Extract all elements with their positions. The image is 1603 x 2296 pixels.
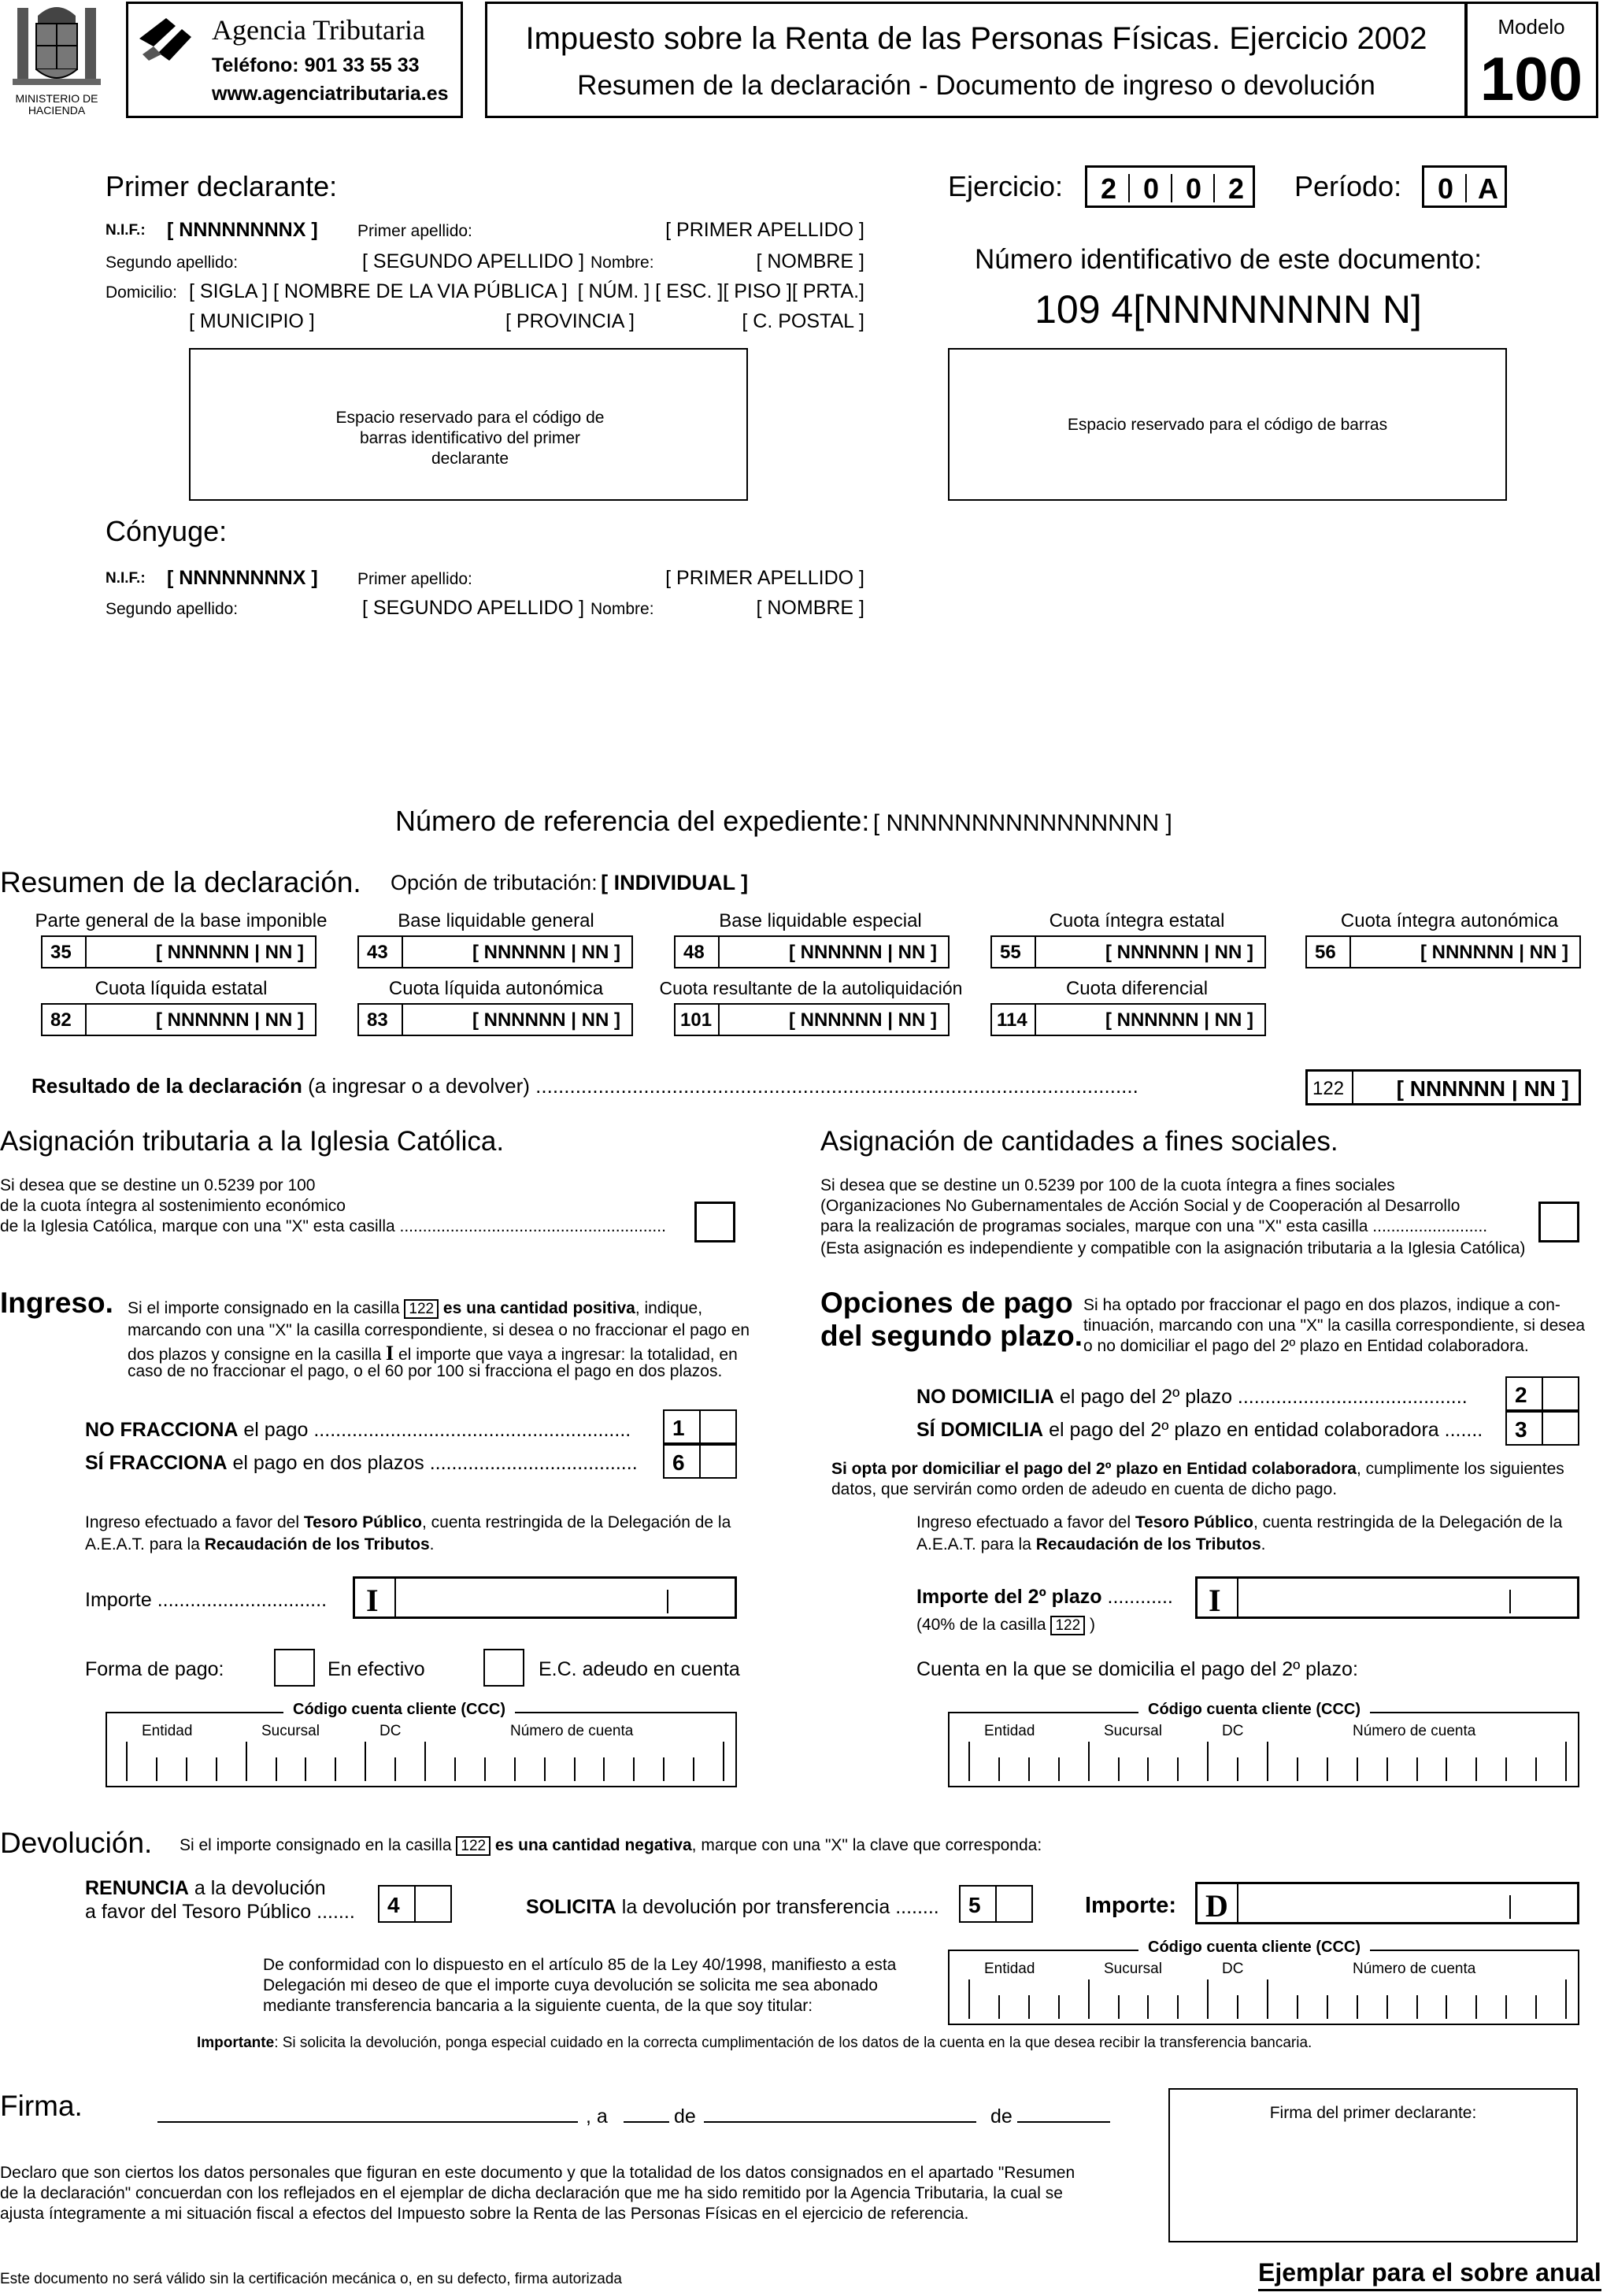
opcion-label: Opción de tributación:: [391, 871, 598, 894]
ejercicio-digits: [1085, 165, 1255, 208]
conyuge-nombre-value[interactable]: [ NOMBRE ]: [756, 597, 864, 619]
agency-box: [126, 2, 463, 118]
casilla-43[interactable]: 43 [ NNNNNN | NN ]: [357, 935, 633, 968]
numero-identificativo-value: 109 4[NNNNNNNN N]: [1035, 287, 1422, 331]
opciones-heading-2: del segundo plazo.: [820, 1320, 1083, 1352]
casilla-label: Cuota íntegra estatal: [1049, 910, 1225, 931]
firma-dia-line[interactable]: [624, 2121, 669, 2123]
opcion-tributacion: [391, 871, 748, 895]
ccc-title: Código cuenta cliente (CCC): [1138, 1701, 1370, 1719]
no-fracciona-label: NO FRACCIONA el pago ..........................................................: [85, 1419, 631, 1441]
casilla-label: Cuota íntegra autonómica: [1340, 910, 1559, 931]
conyuge-nif-value[interactable]: [ NNNNNNNNX ]: [167, 567, 318, 589]
devolucion-ccc-box[interactable]: Código cuenta cliente (CCC) Entidad Sucursal DC Número de cuenta: [948, 1950, 1579, 2025]
renuncia-label-2: a favor del Tesoro Público .......: [85, 1901, 355, 1923]
efectivo-checkbox[interactable]: [274, 1649, 315, 1687]
casilla-label: Cuota líquida autonómica: [388, 978, 604, 999]
importe-2plazo-label: Importe del 2º plazo ............: [916, 1586, 1173, 1608]
casilla-83[interactable]: 83 [ NNNNNN | NN ]: [357, 1003, 633, 1036]
numero-identificativo-label: Número identificativo de este documento:: [975, 244, 1482, 275]
ejercicio-digit: 0: [1142, 172, 1160, 205]
document-barcode-area: [948, 348, 1507, 501]
primer-apellido1-value[interactable]: [ PRIMER APELLIDO ]: [665, 219, 864, 241]
si-domicilia-label: SÍ DOMICILIA el pago del 2º plazo en entidad colaboradora .......: [916, 1419, 1483, 1441]
primer-apellido1-label: Primer apellido:: [357, 222, 472, 240]
modelo-box: [1464, 2, 1598, 118]
conyuge-apellido1-label: Primer apellido:: [357, 570, 472, 588]
ingreso-heading: Ingreso.: [0, 1287, 113, 1319]
firma-a: , a: [586, 2105, 608, 2128]
fines-checkbox[interactable]: [1538, 1202, 1579, 1242]
declaro-text-3: ajusta íntegramente a mi situación fiscal a efectos del Impuesto sobre la Renta de las Personas Físicas en el ejercicio de referencia.: [0, 2205, 969, 2223]
conyuge-apellido2-label: Segundo apellido:: [106, 600, 239, 618]
domiciliar-text-2: datos, que servirán como orden de adeudo en cuenta de dicho pago.: [831, 1480, 1338, 1498]
fines-text-4: (Esta asignación es independiente y compatible con la asignación tributaria a la Iglesia Católica): [820, 1239, 1526, 1257]
si-domicilia-checkbox[interactable]: 3: [1505, 1411, 1579, 1446]
ingreso-tesoro-2: A.E.A.T. para la Recaudación de los Tributos.: [85, 1535, 435, 1554]
conformidad-text-3: mediante transferencia bancaria a la siguiente cuenta, de la que soy titular:: [263, 1997, 813, 2015]
modelo-label: Modelo: [1497, 15, 1565, 39]
adeudo-checkbox[interactable]: [483, 1649, 524, 1687]
casilla-ref-122: 122: [404, 1299, 439, 1319]
ccc-title: Código cuenta cliente (CCC): [1138, 1939, 1370, 1957]
iglesia-heading: Asignación tributaria a la Iglesia Católica.: [0, 1126, 505, 1157]
casilla-35[interactable]: 35 [ NNNNNN | NN ]: [41, 935, 317, 968]
firma-anio-line[interactable]: [1017, 2121, 1110, 2123]
primer-declarante-heading: Primer declarante:: [106, 170, 338, 202]
si-fracciona-checkbox[interactable]: 6: [663, 1444, 737, 1479]
fines-text-3: para la realización de programas sociales, marque con una "X" esta casilla .........................: [820, 1217, 1488, 1235]
cuenta-domicilia-label: Cuenta en la que se domicilia el pago del 2º plazo:: [916, 1658, 1358, 1680]
primer-domicilio-label: Domicilio:: [106, 283, 178, 302]
agency-web: www.agenciatributaria.es: [212, 83, 449, 105]
conyuge-nombre-label: Nombre:: [590, 600, 654, 618]
firma-declarante-box[interactable]: Firma del primer declarante:: [1168, 2088, 1578, 2242]
ingreso-text-2: marcando con una "X" la casilla correspondiente, si desea o no fraccionar el pago en: [128, 1321, 750, 1339]
referencia-expediente: [395, 805, 1172, 838]
primer-nif-label: N.I.F.:: [106, 222, 146, 239]
ingreso-text-4: caso de no fraccionar el pago, o el 60 por 100 si fracciona el pago en dos plazos.: [128, 1362, 723, 1380]
casilla-55[interactable]: 55 [ NNNNNN | NN ]: [990, 935, 1266, 968]
renuncia-checkbox[interactable]: 4: [378, 1885, 452, 1923]
opcion-value: [ INDIVIDUAL ]: [601, 871, 749, 894]
primer-nif-value[interactable]: [ NNNNNNNNX ]: [167, 219, 318, 241]
ingreso-importe-field[interactable]: I: [353, 1576, 737, 1619]
casilla-label: Base liquidable general: [398, 910, 594, 931]
title-box: [485, 2, 1468, 118]
conformidad-text-2: Delegación mi deseo de que el importe cuya devolución se solicita me sea abonado: [263, 1976, 878, 1994]
ingreso-tesoro-1: Ingreso efectuado a favor del Tesoro Público, cuenta restringida de la Delegación de la: [85, 1513, 731, 1531]
ejercicio-label: Ejercicio:: [948, 170, 1064, 202]
casilla-101[interactable]: 101 [ NNNNNN | NN ]: [674, 1003, 950, 1036]
opciones-tesoro-1: Ingreso efectuado a favor del Tesoro Público, cuenta restringida de la Delegación de la: [916, 1513, 1563, 1531]
agency-logo-icon: [138, 15, 193, 62]
importante-note: Importante: Si solicita la devolución, ponga especial cuidado en la correcta cumplimentación de los datos de la cuenta en la que desea recibir la transferencia bancaria.: [197, 2035, 1312, 2051]
coat-of-arms-icon: [6, 0, 107, 94]
importe-2plazo-pct: (40% de la casilla 122 ): [916, 1616, 1095, 1634]
opciones-text-2: tinuación, marcando con una "X" la casilla correspondiente, si desea: [1083, 1316, 1586, 1335]
primer-provincia[interactable]: [ PROVINCIA ]: [505, 310, 635, 332]
iglesia-checkbox[interactable]: [694, 1202, 735, 1242]
referencia-value: [ NNNNNNNNNNNNNNNN ]: [872, 810, 1172, 836]
efectivo-label: En efectivo: [328, 1658, 425, 1680]
periodo-digit: 0: [1437, 172, 1454, 205]
casilla-114[interactable]: 114 [ NNNNNN | NN ]: [990, 1003, 1266, 1036]
periodo-label: Período:: [1294, 170, 1402, 202]
importe-2plazo-field[interactable]: I: [1195, 1576, 1579, 1619]
no-domicilia-checkbox[interactable]: 2: [1505, 1376, 1579, 1411]
si-fracciona-label: SÍ FRACCIONA el pago en dos plazos ......................................: [85, 1452, 638, 1474]
firma-heading: Firma.: [0, 2090, 83, 2122]
casilla-label: Cuota diferencial: [1065, 978, 1209, 999]
periodo-digit: A: [1478, 172, 1498, 205]
primer-cpostal[interactable]: [ C. POSTAL ]: [742, 310, 864, 332]
ejercicio-digit: 0: [1185, 172, 1202, 205]
ingreso-text-3: dos plazos y consigne en la casilla I el importe que vaya a ingresar: la totalidad, en: [128, 1342, 738, 1365]
opciones-text-1: Si ha optado por fraccionar el pago en dos plazos, indique a con-: [1083, 1296, 1560, 1314]
solicita-label: SOLICITA la devolución por transferencia ........: [526, 1896, 939, 1918]
iglesia-text-2: de la cuota íntegra al sostenimiento económico: [0, 1197, 346, 1215]
casilla-label: Base liquidable especial: [719, 910, 922, 931]
firma-lugar-line[interactable]: [157, 2121, 578, 2123]
opciones-ccc-box[interactable]: Código cuenta cliente (CCC) Entidad Sucursal DC Número de cuenta: [948, 1712, 1579, 1787]
iglesia-text-3: de la Iglesia Católica, marque con una "X" esta casilla ..........................................................: [0, 1217, 666, 1235]
firma-de-2: de: [990, 2105, 1013, 2128]
fines-text-1: Si desea que se destine un 0.5239 por 100 de la cuota íntegra a fines sociales: [820, 1176, 1395, 1194]
referencia-label: Número de referencia del expediente:: [395, 805, 870, 837]
form-title: Impuesto sobre la Renta de las Personas Físicas. Ejercicio 2002: [525, 21, 1427, 56]
modelo-number: 100: [1479, 44, 1583, 113]
casilla-label: Cuota resultante de la autoliquidación: [659, 978, 963, 998]
ejercicio-digit: 2: [1100, 172, 1117, 205]
opciones-heading-1: Opciones de pago: [820, 1287, 1073, 1319]
renuncia-label-1: RENUNCIA a la devolución: [85, 1877, 326, 1899]
casilla-48[interactable]: 48 [ NNNNNN | NN ]: [674, 935, 950, 968]
opciones-tesoro-2: A.E.A.T. para la Recaudación de los Tributos.: [916, 1535, 1266, 1554]
no-domicilia-label: NO DOMICILIA el pago del 2º plazo ..........................................: [916, 1386, 1468, 1408]
declaro-text-2: de la declaración" concuerdan con los reflejados en el ejemplar de dicha declaración que me ha sido remitido por la Agencia Tributaria, la cual se: [0, 2184, 1063, 2202]
adeudo-label: E.C. adeudo en cuenta: [539, 1658, 740, 1680]
periodo-digits: [1422, 165, 1507, 208]
casilla-82[interactable]: 82 [ NNNNNN | NN ]: [41, 1003, 317, 1036]
footer-ejemplar: Ejemplar para el sobre anual: [1258, 2258, 1601, 2291]
devolucion-heading: Devolución.: [0, 1827, 153, 1859]
devolucion-importe-field[interactable]: D: [1195, 1882, 1579, 1924]
domiciliar-text-1: Si opta por domiciliar el pago del 2º plazo en Entidad colaboradora, cumplimente los siguientes: [831, 1460, 1564, 1478]
resultado-label: Resultado de la declaración (a ingresar o a devolver) ..........................................................................................................: [31, 1074, 1138, 1098]
conformidad-text-1: De conformidad con lo dispuesto en el artículo 85 de la Ley 40/1998, manifiesto a esta: [263, 1956, 897, 1974]
firma-de-1: de: [674, 2105, 696, 2128]
primer-barcode-text: Espacio reservado para el código de barras identificativo del primer declarante: [335, 409, 605, 468]
primer-apellido2-label: Segundo apellido:: [106, 254, 239, 272]
solicita-checkbox[interactable]: 5: [959, 1885, 1033, 1923]
primer-apellido2-value[interactable]: [ SEGUNDO APELLIDO ]: [362, 250, 585, 272]
devolucion-text: Si el importe consignado en la casilla 122 es una cantidad negativa, marque con una "X" la clave que corresponda:: [180, 1836, 1042, 1854]
conyuge-apellido2-value[interactable]: [ SEGUNDO APELLIDO ]: [362, 597, 585, 619]
ministry-logo: [6, 0, 107, 118]
primer-domicilio-value[interactable]: [ SIGLA ] [ NOMBRE DE LA VIA PÚBLICA ]: [189, 280, 568, 302]
resumen-heading: Resumen de la declaración.: [0, 866, 361, 898]
opciones-text-3: o no domiciliar el pago del 2º plazo en Entidad colaboradora.: [1083, 1337, 1529, 1355]
casilla-label: Parte general de la base imponible: [35, 910, 328, 931]
fines-text-2: (Organizaciones No Gubernamentales de Acción Social y de Cooperación al Desarrollo: [820, 1197, 1460, 1215]
casilla-122[interactable]: 122 [ NNNNNN | NN ]: [1305, 1069, 1581, 1105]
devolucion-importe-label: Importe:: [1085, 1893, 1176, 1918]
casilla-label: Cuota líquida estatal: [94, 978, 268, 999]
fines-heading: Asignación de cantidades a fines sociales.: [820, 1126, 1338, 1157]
ejercicio-digit: 2: [1227, 172, 1245, 205]
primer-municipio[interactable]: [ MUNICIPIO ]: [189, 310, 315, 332]
document-barcode-text: Espacio reservado para el código de barras: [1067, 416, 1388, 434]
ministry-name: MINISTERIO DE HACIENDA: [15, 92, 98, 117]
ingreso-text-1: Si el importe consignado en la casilla 122 es una cantidad positiva, indique,: [128, 1299, 703, 1317]
form-subtitle: Resumen de la declaración - Documento de ingreso o devolución: [577, 70, 1375, 101]
primer-nombre-label: Nombre:: [590, 254, 654, 272]
iglesia-text-1: Si desea que se destine un 0.5239 por 100: [0, 1176, 316, 1194]
forma-pago-label: Forma de pago:: [85, 1658, 224, 1680]
conyuge-apellido1-value[interactable]: [ PRIMER APELLIDO ]: [665, 567, 864, 589]
ccc-title: Código cuenta cliente (CCC): [283, 1701, 515, 1719]
agency-phone: Teléfono: 901 33 55 33: [212, 54, 420, 76]
primer-nombre-value[interactable]: [ NOMBRE ]: [756, 250, 864, 272]
agency-name: Agencia Tributaria: [212, 14, 425, 46]
conyuge-nif-label: N.I.F.:: [106, 570, 146, 587]
ingreso-importe-label: Importe ...............................: [85, 1589, 328, 1611]
primer-barcode-area: [189, 348, 748, 501]
ingreso-ccc-box[interactable]: Código cuenta cliente (CCC) Entidad Sucursal DC Número de cuenta: [106, 1712, 737, 1787]
primer-domicilio-num[interactable]: [ NÚM. ] [ ESC. ][ PISO ][ PRTA.]: [577, 280, 864, 302]
declaro-text-1: Declaro que son ciertos los datos personales que figuran en este documento y que la totalidad de los datos consignados en el apartado "Resumen: [0, 2164, 1075, 2182]
conyuge-heading: Cónyuge:: [106, 515, 228, 547]
no-fracciona-checkbox[interactable]: 1: [663, 1409, 737, 1444]
casilla-56[interactable]: 56 [ NNNNNN | NN ]: [1305, 935, 1581, 968]
firma-mes-line[interactable]: [704, 2121, 976, 2123]
footer-validity-note: Este documento no será válido sin la certificación mecánica o, en su defecto, firma autorizada: [0, 2271, 622, 2287]
